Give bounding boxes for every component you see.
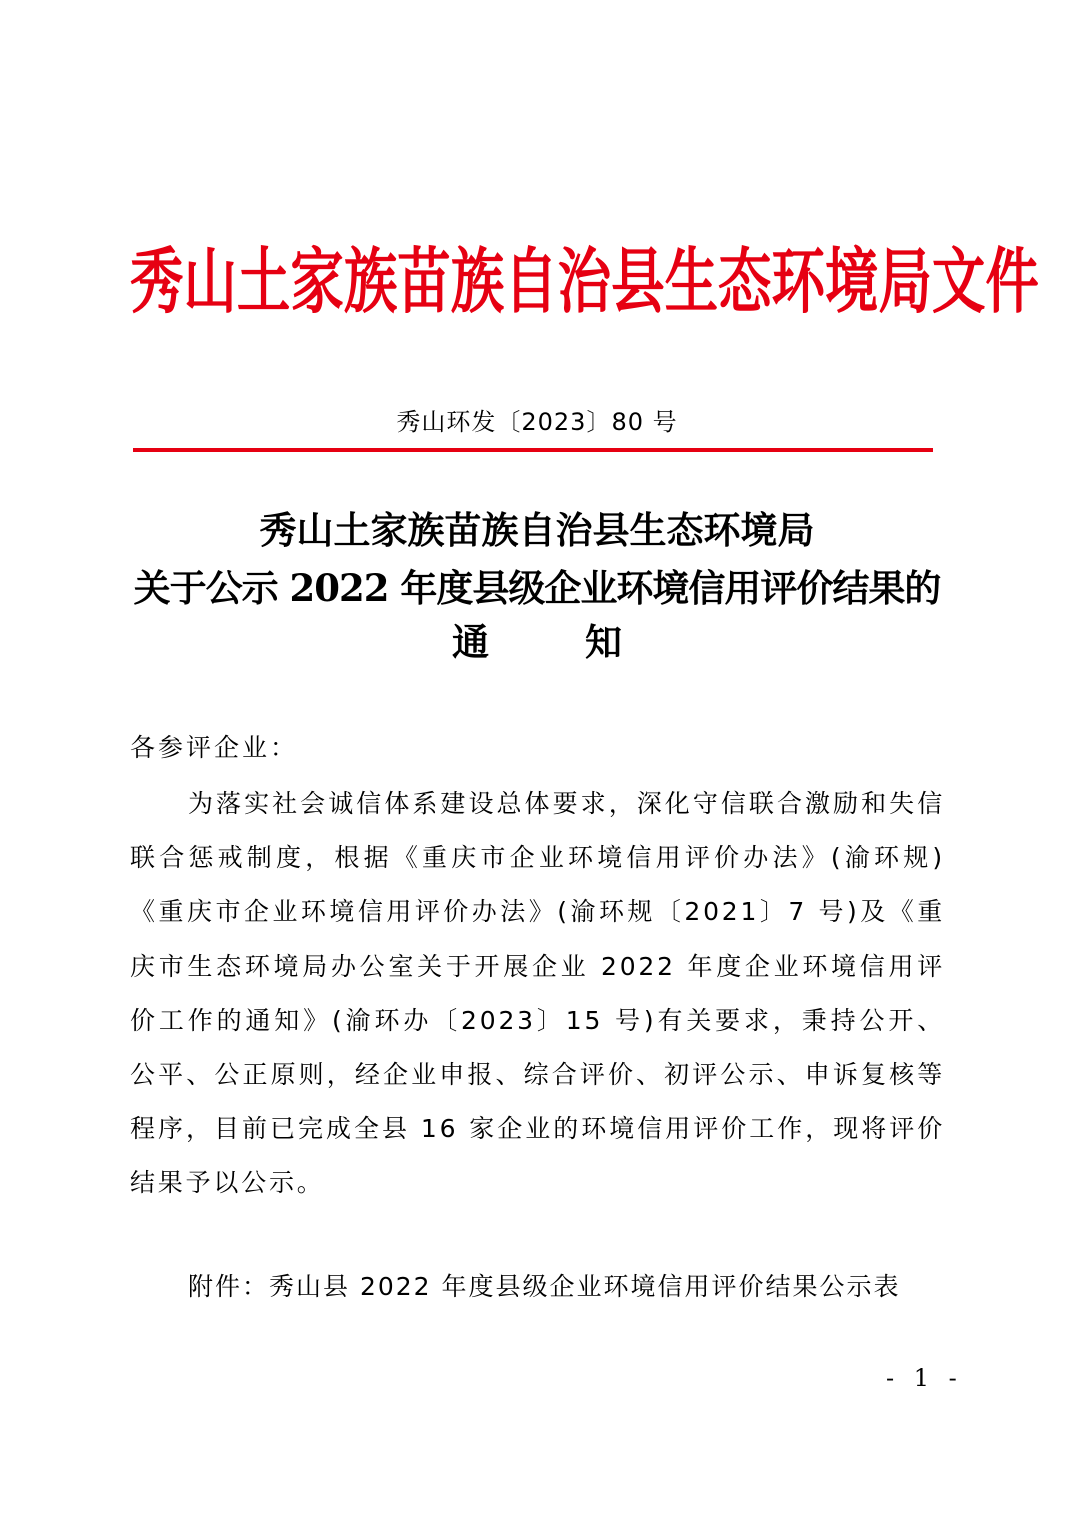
document-title-line-3 [0,612,1074,666]
document-number: 秀山环发〔2023〕80 号 [396,408,678,436]
page-number: - 1 - [886,1364,963,1392]
document-title-line-1: 秀山土家族苗族自治县生态环境局 [259,508,815,552]
salutation: 各参评企业： [130,733,299,762]
red-separator-line [133,448,933,452]
body-paragraph: 为落实社会诚信体系建设总体要求，深化守信联合激励和失信联合惩戒制度，根据《重庆市企业环境信用评价办法》(渝环规)《重庆市企业环境信用评价办法》(渝环规〔2021〕7 号)及《重庆市生态环境局办公室关于开展企业 2022 年度企业环境信用评价工作的通知》(渝环办〔2023〕15 号)有关要求，秉持公开、公平、公正原则，经企业申报、综合评价、初评公示、申诉复核等程序，目前已完成全县 16 家企业的环境信用评价工作，现将评价结果予以公示。 [130,789,945,1198]
issuer-header-title: 秀山土家族苗族自治县生态环境局文件 [130,238,1039,324]
attachment-note: 附件：秀山县 2022 年度县级企业环境信用评价结果公示表 [188,1272,901,1301]
title-char-tong: 通 [452,620,489,664]
document-title-line-2: 关于公示 2022 年度县级企业环境信用评价结果的 [133,566,941,610]
title-char-zhi: 知 [585,620,622,664]
